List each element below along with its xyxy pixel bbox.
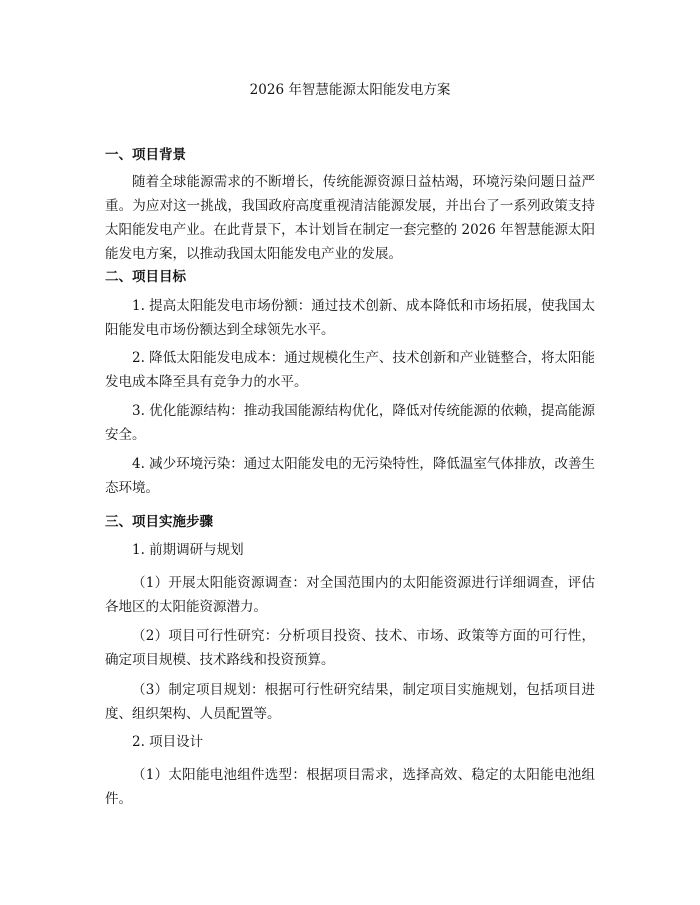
document-title: 2026 年智慧能源太阳能发电方案 [249, 82, 451, 98]
section-heading-goals: 二、项目目标 [105, 269, 186, 285]
step-1-item-3: （3）制定项目规划：根据可行性研究结果，制定项目实施规划，包括项目进度、组织架构、人员配置等。 [105, 682, 595, 722]
step-1-title: 1. 前期调研与规划 [132, 542, 244, 558]
paragraph-background: 随着全球能源需求的不断增长，传统能源资源日益枯竭，环境污染问题日益严重。为应对这一挑战，我国政府高度重视清洁能源发展，并出台了一系列政策支持太阳能发电产业。在此背景下，本计划旨在制定一套完整的 2026 年智慧能源太阳能发电方案，以推动我国太阳能发电产业的发展。 [105, 174, 595, 262]
step-2-item-1: （1）太阳能电池组件选型：根据项目需求，选择高效、稳定的太阳能电池组件。 [105, 767, 595, 807]
goal-item-3: 3. 优化能源结构：推动我国能源结构优化，降低对传统能源的依赖，提高能源安全。 [105, 403, 595, 443]
section-heading-steps: 三、项目实施步骤 [105, 514, 213, 530]
goal-item-4: 4. 减少环境污染：通过太阳能发电的无污染特性，降低温室气体排放，改善生态环境。 [105, 456, 595, 496]
step-2-title: 2. 项目设计 [132, 734, 204, 750]
step-1-item-2: （2）项目可行性研究：分析项目投资、技术、市场、政策等方面的可行性，确定项目规模、技术路线和投资预算。 [105, 628, 595, 668]
goal-item-2: 2. 降低太阳能发电成本：通过规模化生产、技术创新和产业链整合，将太阳能发电成本降至具有竞争力的水平。 [105, 350, 595, 390]
goal-item-1: 1. 提高太阳能发电市场份额：通过技术创新、成本降低和市场拓展，使我国太阳能发电市场份额达到全球领先水平。 [105, 298, 595, 338]
step-1-item-1: （1）开展太阳能资源调查：对全国范围内的太阳能资源进行详细调查，评估各地区的太阳能资源潜力。 [105, 575, 595, 615]
section-heading-background: 一、项目背景 [105, 147, 186, 163]
